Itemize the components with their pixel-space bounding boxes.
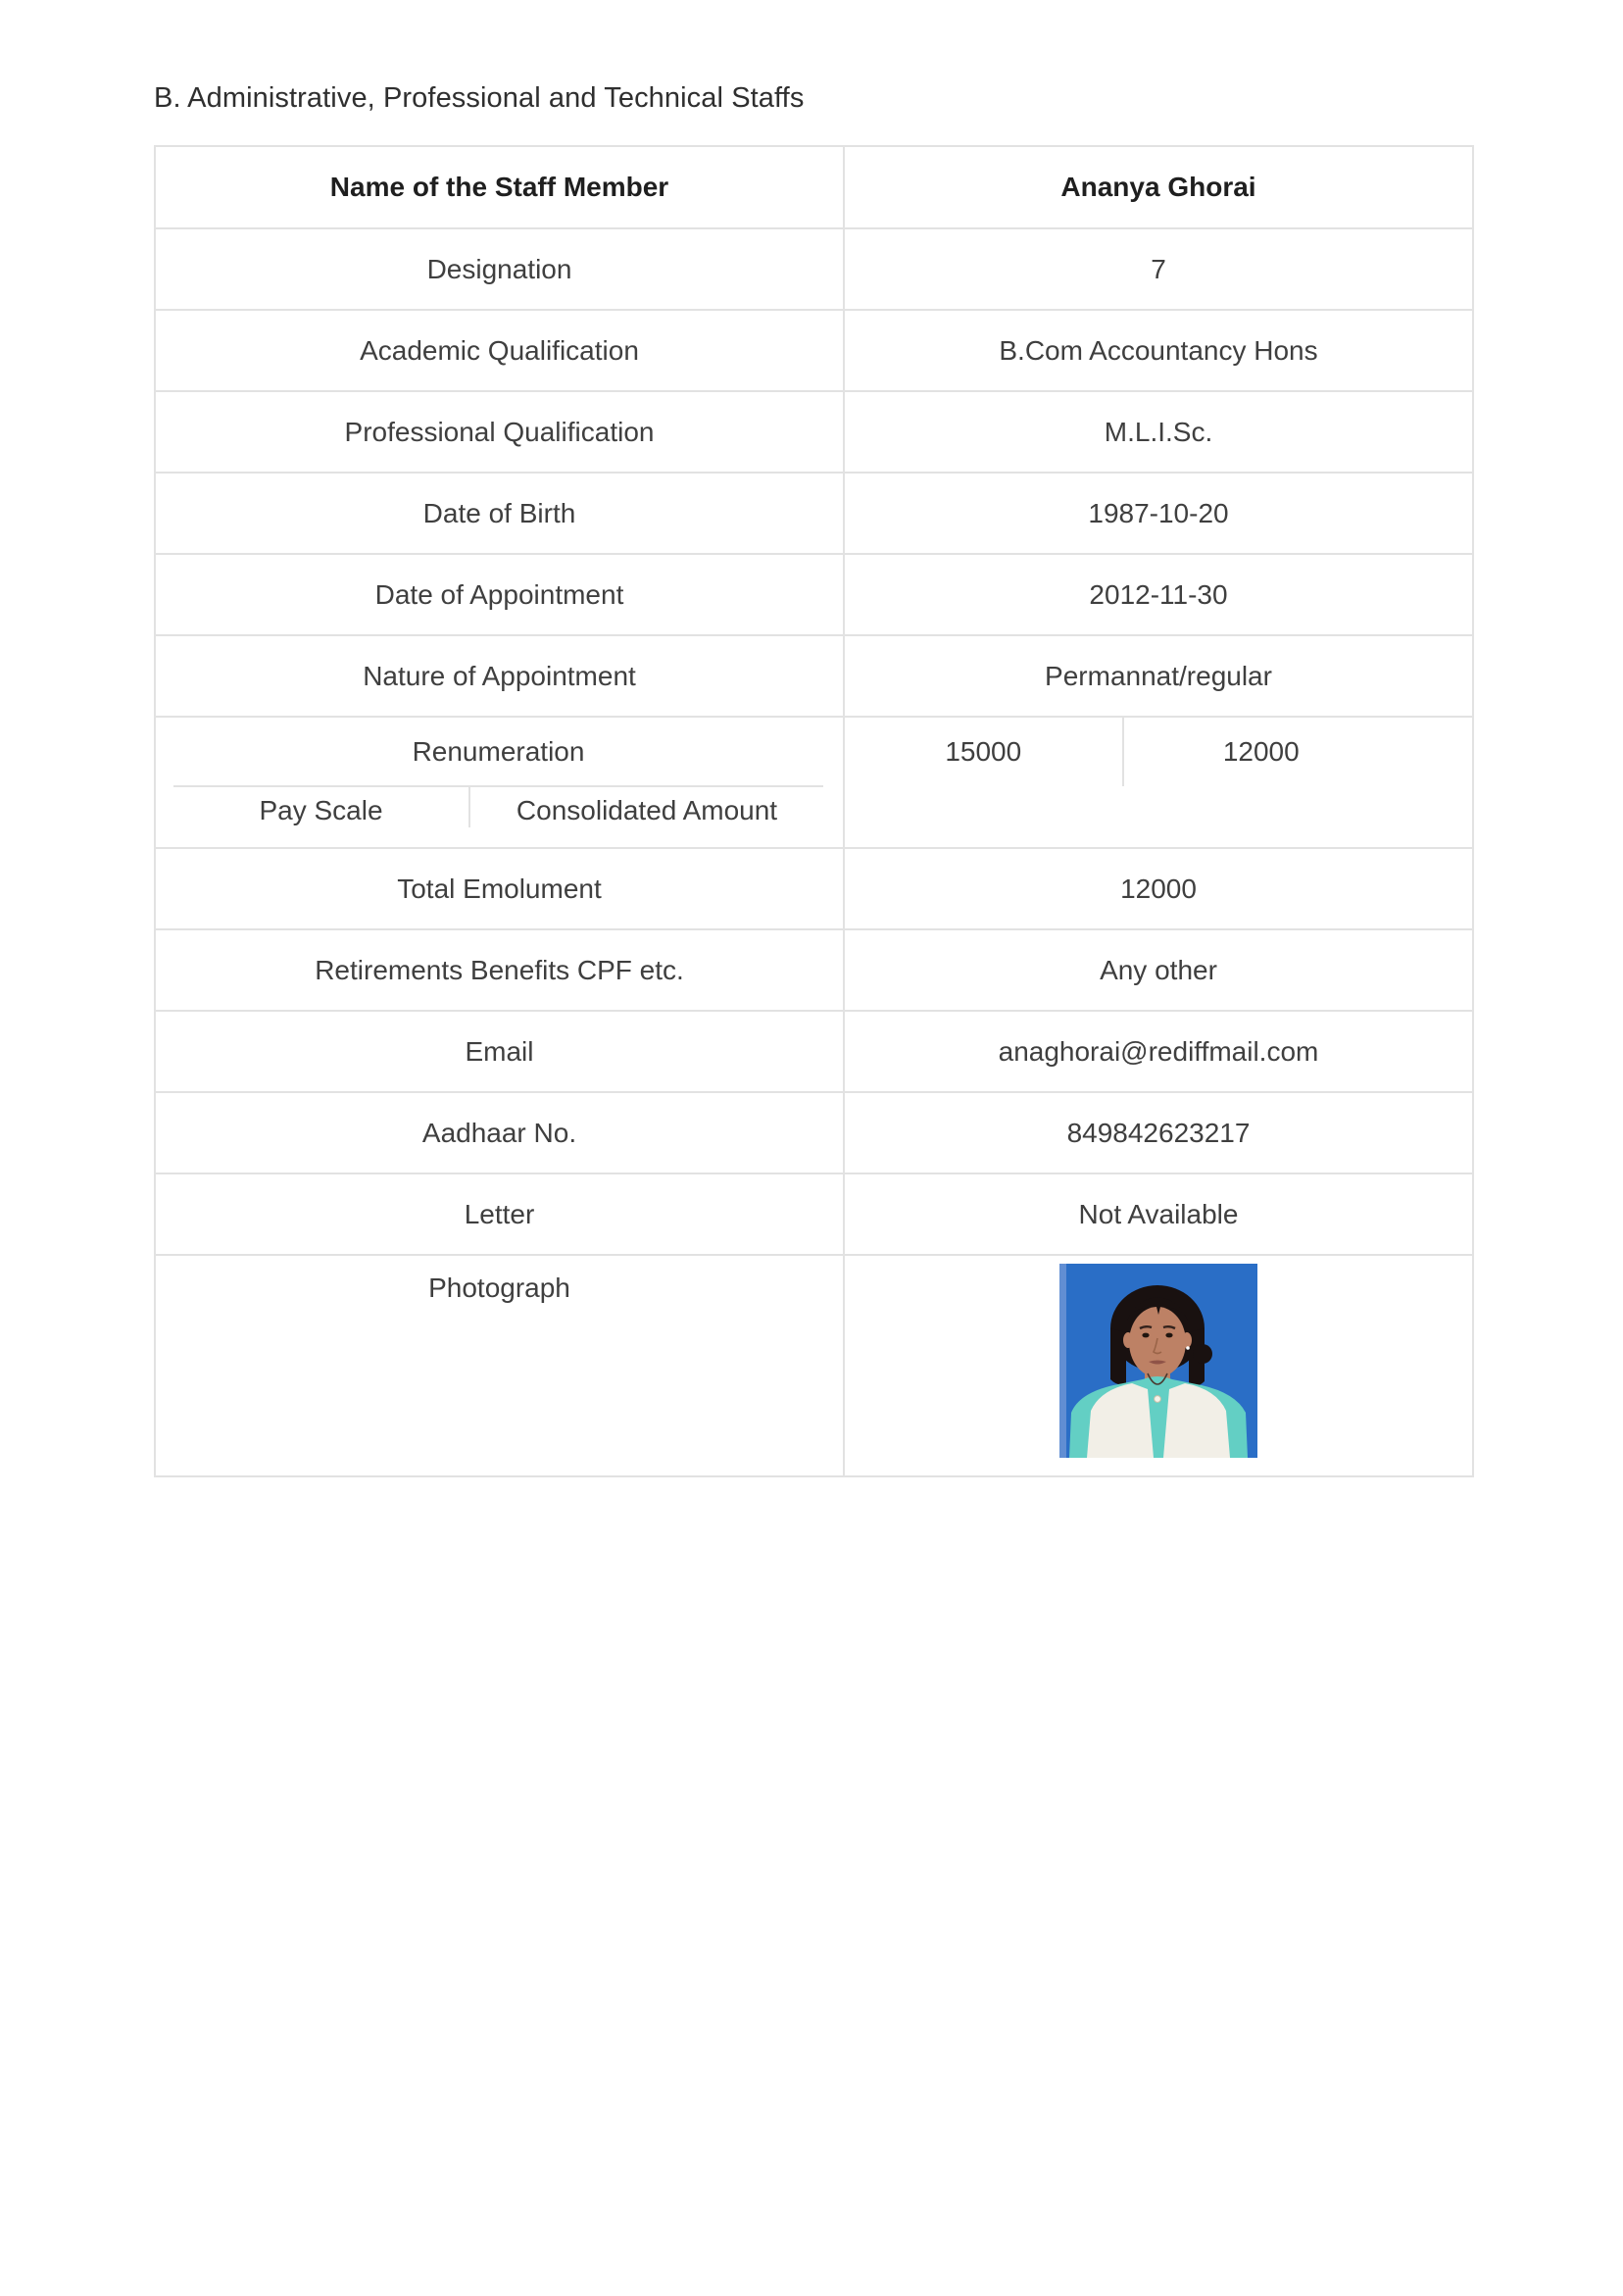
row-label: Professional Qualification (155, 391, 844, 473)
consolidated-amount-value: 12000 (1222, 736, 1300, 767)
row-value: 2012-11-30 (844, 554, 1473, 635)
renumeration-sub-header (173, 785, 823, 827)
row-label: Total Emolument (155, 848, 844, 929)
pay-scale-value: 15000 (845, 718, 1124, 786)
hair-bun (1193, 1344, 1212, 1364)
email-value: anaghorai@rediffmail.com (844, 1011, 1473, 1092)
table-row-photograph (155, 1255, 1473, 1476)
photo-edge-light (1059, 1264, 1066, 1458)
renumeration-value-cell (844, 717, 1473, 848)
letter-value: Not Available (844, 1173, 1473, 1255)
photograph-cell (844, 1255, 1473, 1476)
page-title: B. Administrative, Professional and Technical Staffs (154, 82, 805, 114)
table-row-letter (155, 1173, 1473, 1255)
staff-photo (1059, 1264, 1257, 1458)
row-value: Permannat/regular (844, 635, 1473, 717)
row-value: B.Com Accountancy Hons (844, 310, 1473, 391)
row-label: Academic Qualification (155, 310, 844, 391)
renumeration-label-cell (155, 717, 844, 848)
row-label: Date of Appointment (155, 554, 844, 635)
row-value: 1987-10-20 (844, 473, 1473, 554)
staff-table (154, 145, 1474, 1477)
earring (1186, 1346, 1190, 1350)
table-row-email (155, 1011, 1473, 1092)
table-row-retirement-benefits (155, 929, 1473, 1011)
table-row-aadhaar (155, 1092, 1473, 1173)
staff-name-cell: Ananya Ghorai (844, 146, 1473, 228)
row-label: Aadhaar No. (155, 1092, 844, 1173)
table-row-academic-qualification (155, 310, 1473, 391)
row-value: M.L.I.Sc. (844, 391, 1473, 473)
table-row-date-of-appointment (155, 554, 1473, 635)
row-label: Designation (155, 228, 844, 310)
table-row-professional-qualification (155, 391, 1473, 473)
header-label-cell: Name of the Staff Member (155, 146, 844, 228)
eye-left (1142, 1333, 1149, 1338)
face (1129, 1307, 1186, 1377)
pay-scale-label: Pay Scale (173, 787, 470, 827)
pendant (1155, 1396, 1161, 1403)
table-row-nature-of-appointment (155, 635, 1473, 717)
table-row-renumeration (155, 717, 1473, 848)
table-header-row (155, 146, 1473, 228)
aadhaar-value: 849842623217 (844, 1092, 1473, 1173)
photograph-label: Photograph (155, 1255, 844, 1476)
table-row-date-of-birth (155, 473, 1473, 554)
row-label: Date of Birth (155, 473, 844, 554)
row-label: Email (155, 1011, 844, 1092)
eye-right (1165, 1333, 1172, 1338)
row-value: 12000 (844, 848, 1473, 929)
table-row-designation (155, 228, 1473, 310)
row-value: 7 (844, 228, 1473, 310)
row-value: Any other (844, 929, 1473, 1011)
row-label: Nature of Appointment (155, 635, 844, 717)
renumeration-label: Renumeration (412, 735, 585, 767)
table-row-total-emolument (155, 848, 1473, 929)
consolidated-amount-label: Consolidated Amount (516, 795, 778, 825)
row-label: Letter (155, 1173, 844, 1255)
row-label: Retirements Benefits CPF etc. (155, 929, 844, 1011)
